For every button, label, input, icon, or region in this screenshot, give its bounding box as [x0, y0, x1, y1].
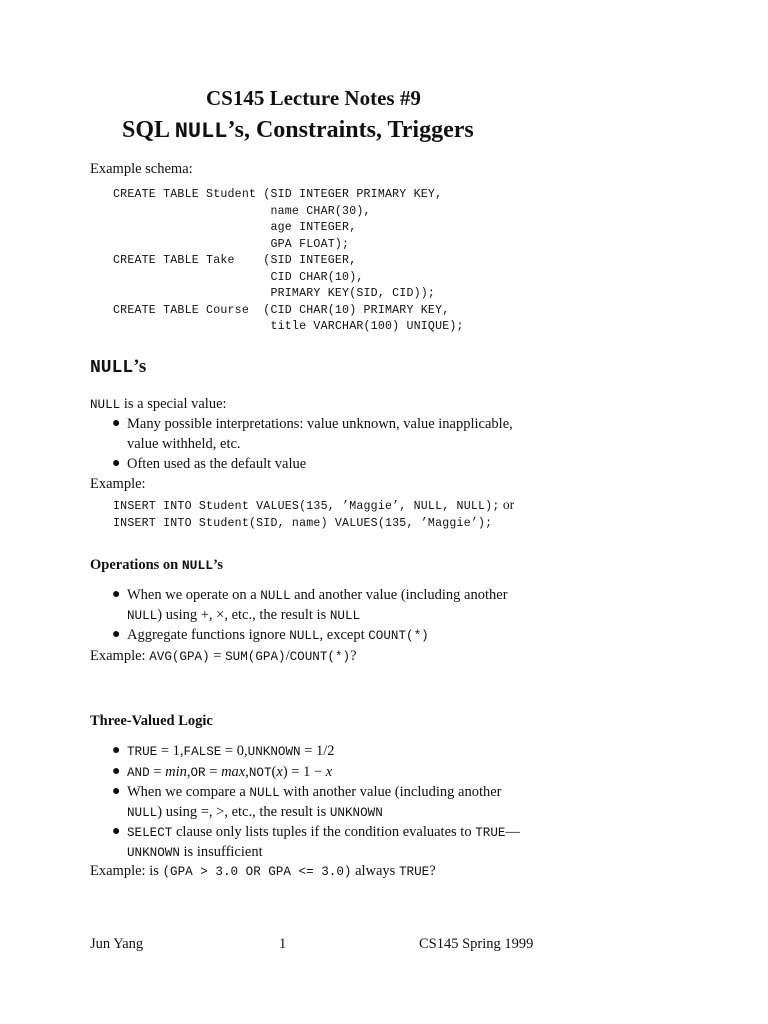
bullet-icon: ●: [112, 627, 121, 642]
logic-example: Example: is (GPA > 3.0 OR GPA <= 3.0) always TRUE?: [90, 863, 436, 879]
code-line: CREATE TABLE Course (CID CHAR(10) PRIMARY KEY,: [113, 303, 450, 317]
list-item-continued: NULL) using =, >, etc., the result is UNKNOWN: [127, 804, 383, 820]
example-label: Example:: [90, 476, 146, 492]
code-line: GPA FLOAT);: [113, 237, 350, 251]
code-line: CREATE TABLE Student (SID INTEGER PRIMARY KEY,: [113, 188, 443, 201]
footer-course: CS145 Spring 1999: [419, 936, 534, 952]
list-item: Often used as the default value: [127, 456, 307, 472]
footer-author: Jun Yang: [90, 936, 144, 952]
bullet-icon: ●: [112, 824, 121, 839]
list-item-continued: value withheld, etc.: [127, 436, 241, 452]
schema-intro: Example schema:: [90, 161, 193, 177]
code-line: PRIMARY KEY(SID, CID));: [113, 287, 436, 300]
bullet-icon: ●: [112, 743, 121, 758]
list-item: Aggregate functions ignore NULL, except COUNT(*): [127, 627, 429, 643]
code-line: name CHAR(30),: [113, 204, 371, 218]
page-title: SQL NULL’s, Constraints, Triggers: [122, 117, 474, 144]
list-item-continued: NULL) using +, ×, etc., the result is NULL: [127, 607, 361, 623]
operations-example: Example: AVG(GPA) = SUM(GPA)/COUNT(*)?: [90, 648, 357, 664]
list-item: When we operate on a NULL and another value (including another: [127, 587, 508, 603]
bullet-icon: ●: [112, 416, 121, 431]
bullet-icon: ●: [112, 587, 121, 602]
code-line: CID CHAR(10),: [113, 270, 364, 284]
list-item: TRUE = 1,FALSE = 0,UNKNOWN = 1/2: [127, 743, 335, 759]
list-item: SELECT clause only lists tuples if the condition evaluates to TRUE—: [127, 824, 520, 840]
subsection-heading-operations: Operations on NULL’s: [90, 557, 223, 573]
bullet-icon: ●: [112, 764, 121, 779]
schema-code-block: [113, 187, 464, 336]
example-code-line: INSERT INTO Student VALUES(135, ’Maggie’, NULL, NULL); or: [113, 497, 515, 513]
bullet-icon: ●: [112, 784, 121, 799]
nulls-intro: NULL is a special value:: [90, 396, 227, 412]
lecture-title: CS145 Lecture Notes #9: [206, 86, 421, 110]
list-item: AND = min,OR = max,NOT(x) = 1 − x: [127, 764, 333, 780]
section-heading-nulls: NULL’s: [90, 356, 147, 378]
list-item: When we compare a NULL with another value (including another: [127, 784, 502, 800]
example-code-line: INSERT INTO Student(SID, name) VALUES(135, ’Maggie’);: [113, 517, 493, 530]
code-line: title VARCHAR(100) UNIQUE);: [113, 320, 464, 333]
subsection-heading-logic: Three-Valued Logic: [90, 713, 213, 729]
bullet-icon: ●: [112, 456, 121, 471]
list-item-continued: UNKNOWN is insufficient: [127, 844, 263, 860]
code-line: age INTEGER,: [113, 221, 357, 234]
footer-page-number: 1: [279, 936, 287, 952]
code-line: CREATE TABLE Take (SID INTEGER,: [113, 254, 357, 267]
list-item: Many possible interpretations: value unknown, value inapplicable,: [127, 416, 513, 432]
